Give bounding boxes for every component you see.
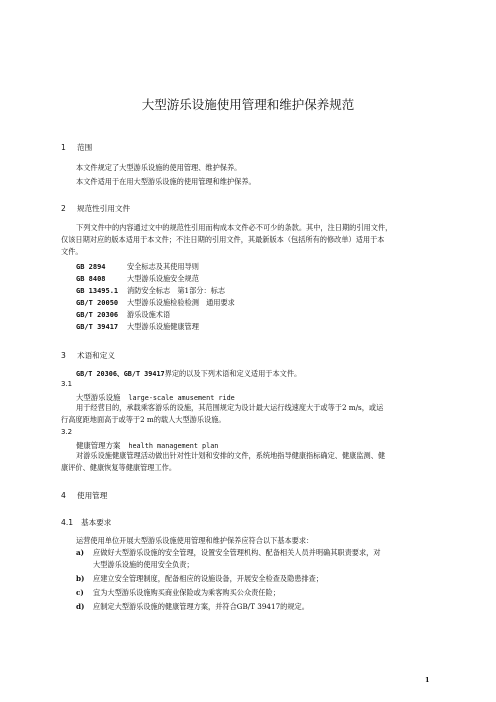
section-2-paragraph-line-3: 文件。 <box>61 247 83 256</box>
term-definition-line-2: 康评价、健康恢复等健康管理工作。 <box>61 463 177 472</box>
subsection-title: 基本要求 <box>81 518 112 527</box>
term-number: 3.2 <box>61 428 73 436</box>
section-3-heading <box>61 350 115 361</box>
reference-item: GB/T 20306 游乐设施术语 <box>76 310 171 319</box>
section-3-intro: GB/T 20306、GB/T 39417界定的以及下列术语和定义适用于本文件。 <box>76 369 302 378</box>
section-4-heading <box>61 490 107 501</box>
section-title: 使用管理 <box>77 491 108 500</box>
term-definition-line-1: 对游乐设施健康管理活动做出针对性计划和安排的文件，系统地指导健康指标确定、健康监测、健 <box>76 451 386 460</box>
section-2-heading <box>61 203 130 214</box>
section-2-paragraph-line-1: 下列文件中的内容通过文中的规范性引用而构成本文件必不可少的条款。其中，注日期的引用文件， <box>76 223 393 232</box>
section-1-paragraph-2: 本文件适用于在用大型游乐设施的使用管理和维护保养。 <box>76 177 256 186</box>
section-title: 规范性引用文件 <box>77 204 131 213</box>
list-item: d) 应制定大型游乐设施的健康管理方案，并符合GB/T 39417的规定。 <box>76 602 309 611</box>
list-item-continuation: 大型游乐设施的使用安全负责； <box>93 560 194 569</box>
section-1-paragraph-1: 本文件规定了大型游乐设施的使用管理、维护保养。 <box>76 163 242 172</box>
reference-item: GB/T 39417 大型游乐设施健康管理 <box>76 322 199 331</box>
section-number: 1 <box>61 143 66 152</box>
reference-item: GB 2894 安全标志及其使用导则 <box>76 262 199 271</box>
term-definition-line-1: 用于经营目的，承载乘客游乐的设施，其范围规定为设计最大运行线速度大于或等于2 m/s，或运 <box>76 403 384 412</box>
term-definition-line-2: 行高度距地面高于或等于2 m的载人大型游乐设施。 <box>61 415 226 424</box>
section-1-heading <box>61 142 92 153</box>
reference-item: GB 13495.1 消防安全标志 第1部分：标志 <box>76 286 226 295</box>
page-number: 1 <box>425 676 430 684</box>
list-item: c) 宜为大型游乐设施购买商业保险或为乘客购买公众责任险； <box>76 588 280 597</box>
section-number: 3 <box>61 351 66 360</box>
subsection-4-1-heading <box>61 517 111 528</box>
section-4-intro: 运营使用单位开展大型游乐设施使用管理和维护保养应符合以下基本要求： <box>76 536 314 545</box>
reference-item: GB 8408 大型游乐设施安全规范 <box>76 274 199 283</box>
list-item: b) 应建立安全管理制度，配备相应的设施设备，开展安全检查及隐患排查； <box>76 574 324 583</box>
section-number: 4 <box>61 491 66 500</box>
document-title: 大型游乐设施使用管理和维护保养规范 <box>141 97 355 112</box>
subsection-number: 4.1 <box>61 518 74 527</box>
term-name: 大型游乐设施 <box>76 393 121 402</box>
reference-item: GB/T 20050 大型游乐设施检验检测 通用要求 <box>76 298 235 307</box>
list-item: a) 应做好大型游乐设施的安全管理，设置安全管理机构、配备相关人员并明确其职责要求，对 <box>76 548 381 557</box>
section-title: 术语和定义 <box>77 351 115 360</box>
section-2-paragraph-line-2: 仅该日期对应的版本适用于本文件；不注日期的引用文件，其最新版本（包括所有的修改单）适用于本 <box>61 235 385 244</box>
term-english: health management plan <box>128 442 219 450</box>
term-name: 健康管理方案 <box>76 441 121 450</box>
term-english: large-scale amusement ride <box>128 394 235 402</box>
term-number: 3.1 <box>61 380 73 388</box>
section-number: 2 <box>61 204 66 213</box>
section-title: 范围 <box>77 143 93 152</box>
